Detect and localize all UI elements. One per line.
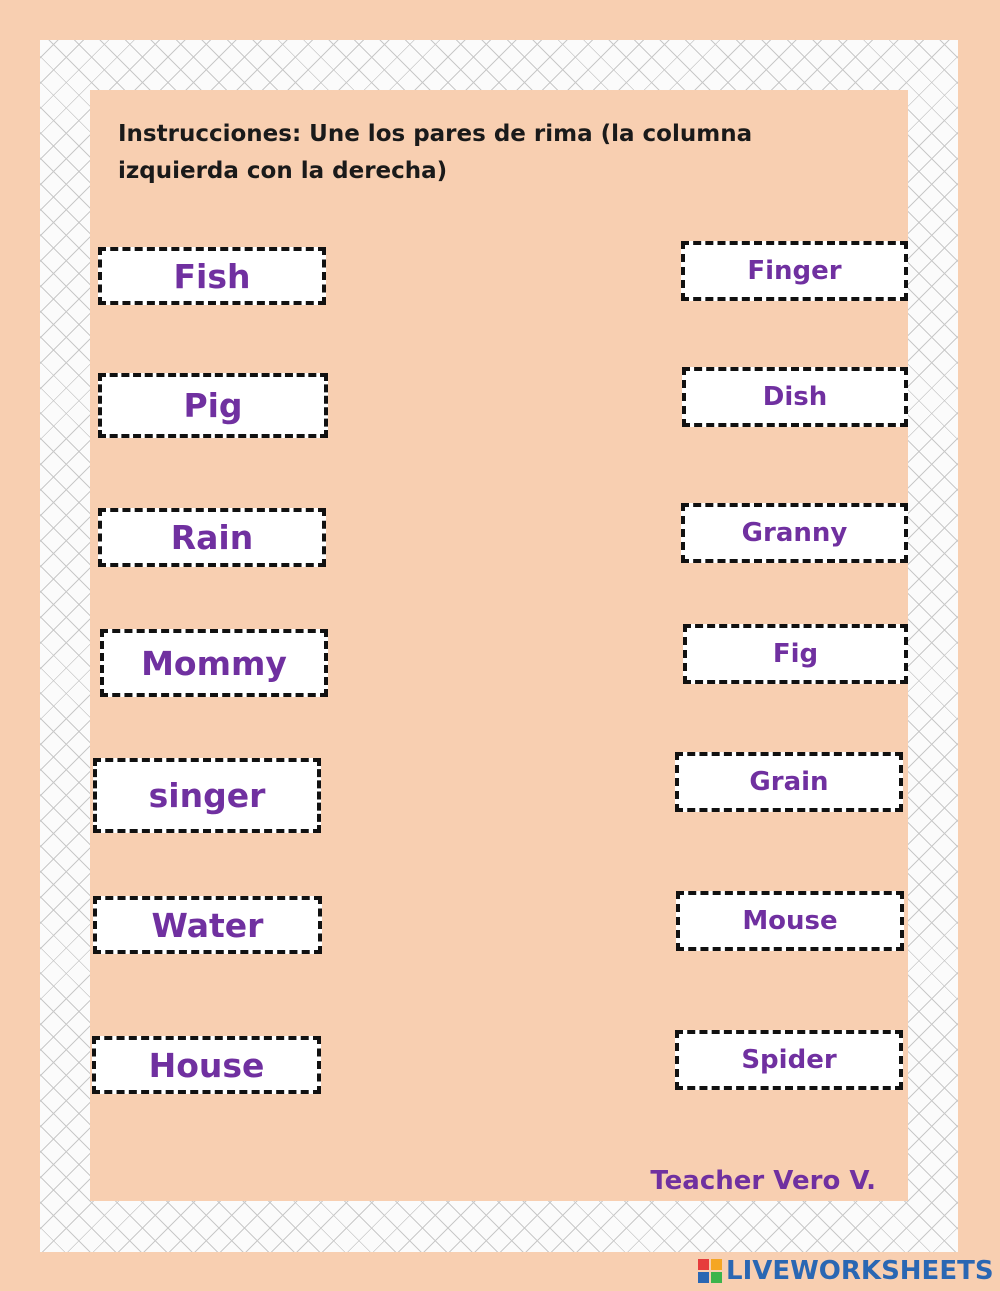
right-word-box[interactable]: Fig [683, 624, 908, 684]
right-word-box[interactable]: Spider [675, 1030, 903, 1090]
left-word-box[interactable]: House [92, 1036, 321, 1094]
left-word-box[interactable]: Water [93, 896, 322, 954]
left-word-box[interactable]: singer [93, 758, 321, 833]
left-word-box[interactable]: Mommy [100, 629, 328, 697]
instructions-text: Instrucciones: Une los pares de rima (la columna izquierda con la derecha) [118, 121, 753, 184]
right-word-box[interactable]: Dish [682, 367, 908, 427]
right-word-box[interactable]: Mouse [676, 891, 904, 951]
left-word-box[interactable]: Pig [98, 373, 328, 438]
right-word-box[interactable]: Finger [681, 241, 908, 301]
liveworksheets-logo [698, 1256, 994, 1286]
liveworksheets-logo-icon [698, 1259, 722, 1283]
right-word-box[interactable]: Grain [675, 752, 903, 812]
left-word-box[interactable]: Fish [98, 247, 326, 305]
right-word-box[interactable]: Granny [681, 503, 908, 563]
liveworksheets-logo-text: LIVEWORKSHEETS [726, 1256, 994, 1286]
left-word-box[interactable]: Rain [98, 508, 326, 567]
author-credit: Teacher Vero V. [650, 1166, 876, 1196]
